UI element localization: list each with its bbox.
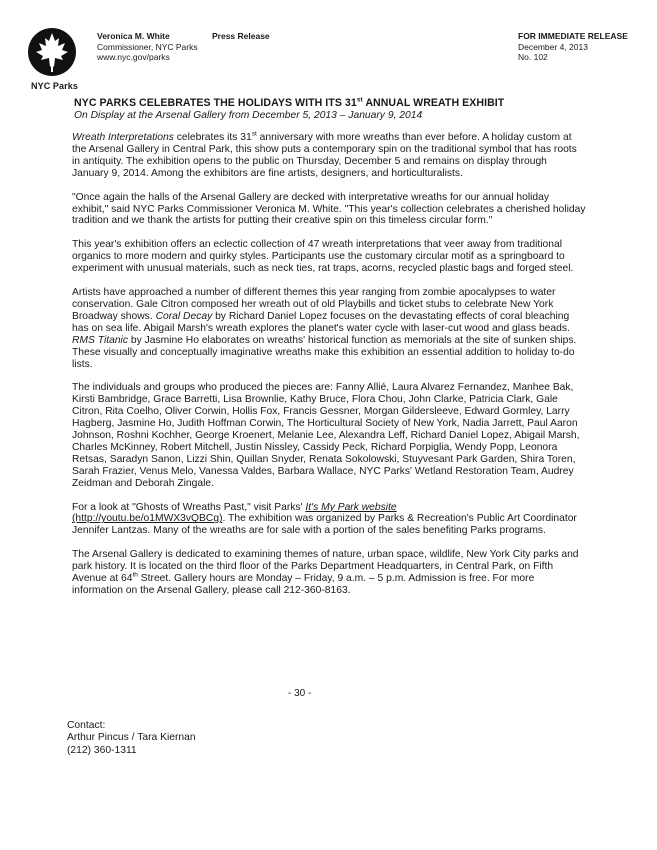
commissioner-name: Veronica M. White: [97, 31, 170, 41]
p7-superscript: th: [132, 571, 138, 579]
paragraph-intro: [72, 132, 586, 180]
p6-text-a: For a look at "Ghosts of Wreaths Past," visit Parks': [72, 501, 306, 513]
p7-text-b: Street. Gallery hours are Monday – Friday, 9 a.m. – 5 p.m. Admission is free. For more information on the Arsenal Gallery, please call 212-360-8163.: [72, 573, 535, 596]
p4-text-a: Artists have approached a number of different themes this year ranging from zombie apocalypses to water conservation. Gale Citron composed her wreath out of old Playbills and ticket stubs to celebrate New York Broadway shows.: [72, 287, 556, 322]
maple-leaf-icon: [27, 27, 77, 79]
press-release-body: [72, 132, 586, 609]
headline-subtitle: On Display at the Arsenal Gallery from December 5, 2013 – January 9, 2014: [74, 110, 423, 121]
contact-phone: (212) 360-1311: [67, 744, 137, 756]
headline-title: [74, 97, 504, 109]
nyc-parks-logo: [27, 27, 77, 79]
p4-text-c: by Jasmine Ho elaborates on wreaths' historical function as memorials at the site of sunken ships. These visually and conceptually imaginative wreaths make this exhibition an essential addition to holiday to-do lists.: [72, 334, 577, 370]
paragraph-participants: The individuals and groups who produced the pieces are: Fanny Allié, Laura Alvarez Fernandez, Manhee Bak, Kirsti Bambridge, Grace Barretti, Lisa Brownlie, Kathy Bruce, Flora Chou, John Clarke, Patricia Clark, Gale Citron, Rita Coelho, Oliver Corwin, Hollis Fox, Francis Gessner, Morgan Gildersleeve, Edward Gormley, Larry Hagberg, Jasmine Ho, Judith Hoffman Corwin, The Horticultural Society of New York, Nadia Jarrett, Paul Aaron Johnson, Roshni Kochher, George Kroenert, Melanie Lee, Alexandra Leff, Richard Daniel Lopez, Abigail Marsh, Charles McKinney, Robert Mitchell, Justin Nissley, Cassidy Peck, Richard Porpiglia, Wendy Popp, Leonora Retsas, Saradyn Sanon, Lizzi Shin, Quillan Snyder, Renata Sokolowski, Stuyvesant Park Garden, Shira Toren, Sarah Frazier, Venus Melo, Vanessa Valdes, Barbara Wallace, NYC Parks' Wetland Restoration Team, Audrey Zeidman and Deborah Zingale.: [72, 382, 580, 489]
contact-names: Arthur Pincus / Tara Kiernan: [67, 732, 196, 744]
paragraph-video: [72, 502, 586, 538]
end-marker: - 30 -: [288, 688, 312, 699]
sender-block: [97, 31, 198, 63]
paragraph-collection: This year's exhibition offers an eclectic collection of 47 wreath interpretations that veer away from traditional organics to more modern and quirky styles. Participants use the customary circular motif as a springboard to experiment with unusual materials, such as neck ties, rat traps, acorns, recycled plastic bags and forged steel.: [72, 239, 574, 275]
paragraph-gallery-info: [72, 549, 586, 597]
youtube-link[interactable]: (http://youtu.be/o1MWX3vQBCg): [72, 513, 223, 525]
p6-text-b: . The exhibition was organized by Parks & Recreation's Public Art Coordinator Jennifer Lantzas. Many of the wreaths are for sale with a portion of the sales benefiting Parks programs.: [72, 513, 577, 537]
release-number: No. 102: [518, 52, 548, 63]
release-block: [518, 31, 628, 63]
p1-text-a: celebrates its 31: [173, 132, 252, 143]
p1-superscript: st: [251, 130, 257, 138]
exhibit-name: Wreath Interpretations: [72, 132, 174, 143]
its-my-park-link[interactable]: It's My Park website: [305, 501, 397, 513]
contact-block: [67, 720, 196, 757]
release-label: FOR IMMEDIATE RELEASE: [518, 31, 628, 41]
paragraph-themes: [72, 287, 586, 370]
contact-label: Contact:: [67, 720, 106, 731]
p1-text-b: anniversary with more wreaths than ever before. A holiday custom at the Arsenal Gallery in Central Park, this show puts a contemporary spin on the traditional symbol that has roots in antiquity. The exhibition opens to the public on Thursday, December 5 and remains on display through January 9, 2014. Among the exhibitors are fine artists, designers, and horticulturalists.: [72, 132, 577, 179]
artwork-title-rms-titanic: RMS Titanic: [72, 334, 128, 346]
website-text: www.nyc.gov/parks: [97, 52, 170, 63]
title-text-2: ANNUAL WREATH EXHIBIT: [362, 97, 505, 109]
commissioner-role: Commissioner, NYC Parks: [97, 41, 198, 52]
artwork-title-coral-decay: Coral Decay: [155, 310, 213, 322]
title-text-1: NYC PARKS CELEBRATES THE HOLIDAYS WITH ITS 31: [74, 97, 357, 109]
release-date: December 4, 2013: [518, 41, 588, 52]
document-type: Press Release: [212, 31, 270, 41]
title-superscript: st: [356, 96, 363, 104]
paragraph-quote: "Once again the halls of the Arsenal Gallery are decked with interpretative wreaths for our annual holiday exhibit," said NYC Parks Commissioner Veronica M. White. "This year's collection celebrates a cherished holiday tradition and we thank the artists for putting their creative spin on this timeless circular form.": [72, 191, 586, 227]
p7-text-a: The Arsenal Gallery is dedicated to examining themes of nature, urban space, wildlife, New York City parks and park history. It is located on the third floor of the Parks Department Headquarters, in Central Park, on Fifth Avenue at 64: [72, 549, 579, 585]
p4-text-b: by Richard Daniel Lopez focuses on the devastating effects of coral bleaching has on sea life. Abigail Marsh's wreath explores the planet's water cycle with laser-cut wood and glass beads.: [72, 310, 570, 334]
logo-caption: NYC Parks: [31, 81, 78, 91]
